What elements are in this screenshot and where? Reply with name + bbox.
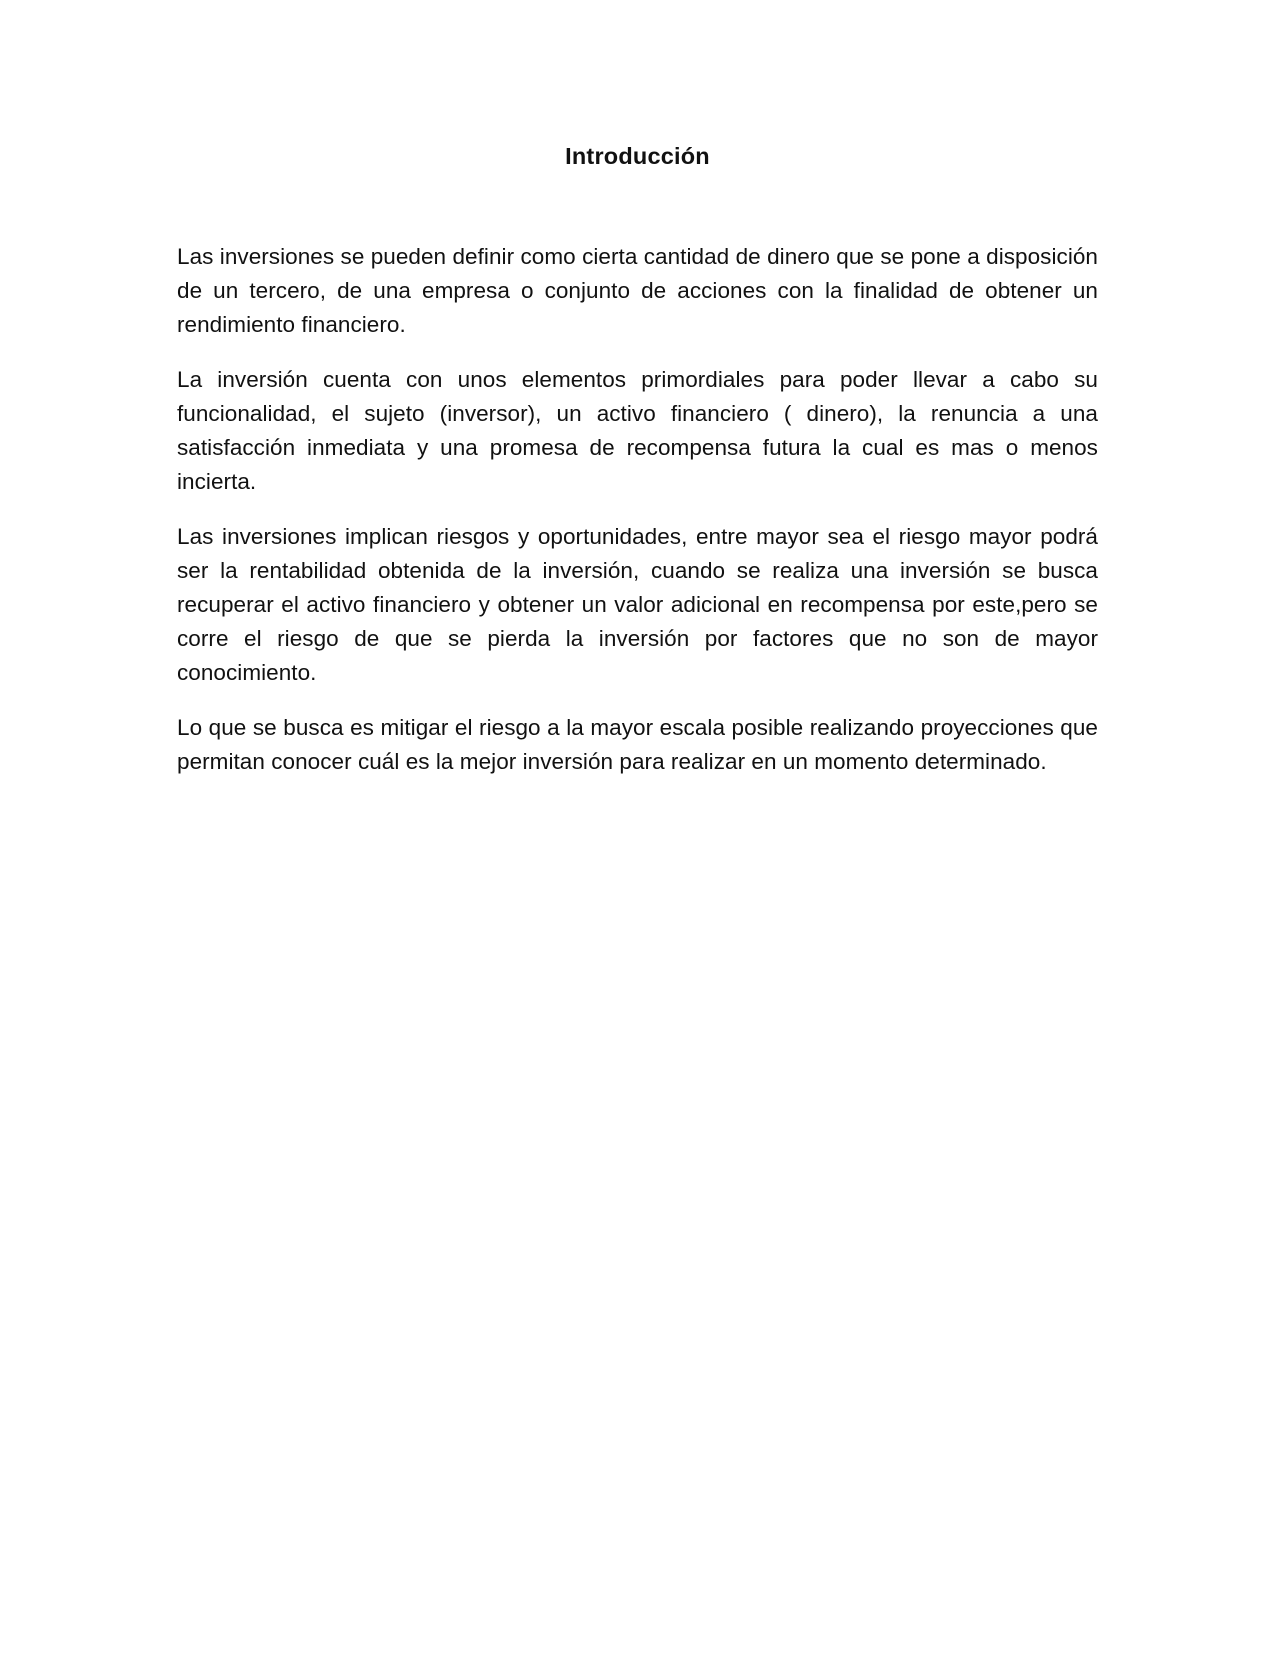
paragraph-risks: Las inversiones implican riesgos y oportunidades, entre mayor sea el riesgo mayor podrá ser la rentabilidad obtenida de la inversión, cuando se realiza una inversión se busca recuperar el activo financiero y obtener un valor adicional en recompensa por este,pero se corre el riesgo de que se pierda la inversión por factores que no son de mayor conocimiento.	[177, 523, 1098, 685]
document-title: Introducción	[565, 143, 710, 169]
paragraph-definition: Las inversiones se pueden definir como cierta cantidad de dinero que se pone a disposición de un tercero, de una empresa o conjunto de acciones con la finalidad de obtener un rendimiento financiero.	[177, 243, 1098, 337]
paragraph-elements: La inversión cuenta con unos elementos primordiales para poder llevar a cabo su funcionalidad, el sujeto (inversor), un activo financiero ( dinero), la renuncia a una satisfacción inmediata y una promesa de recompensa futura la cual es mas o menos incierta.	[177, 366, 1098, 494]
paragraph-mitigation: Lo que se busca es mitigar el riesgo a la mayor escala posible realizando proyecciones que permitan conocer cuál es la mejor inversión para realizar en un momento determinado.	[177, 714, 1098, 774]
document-body	[177, 140, 1098, 800]
